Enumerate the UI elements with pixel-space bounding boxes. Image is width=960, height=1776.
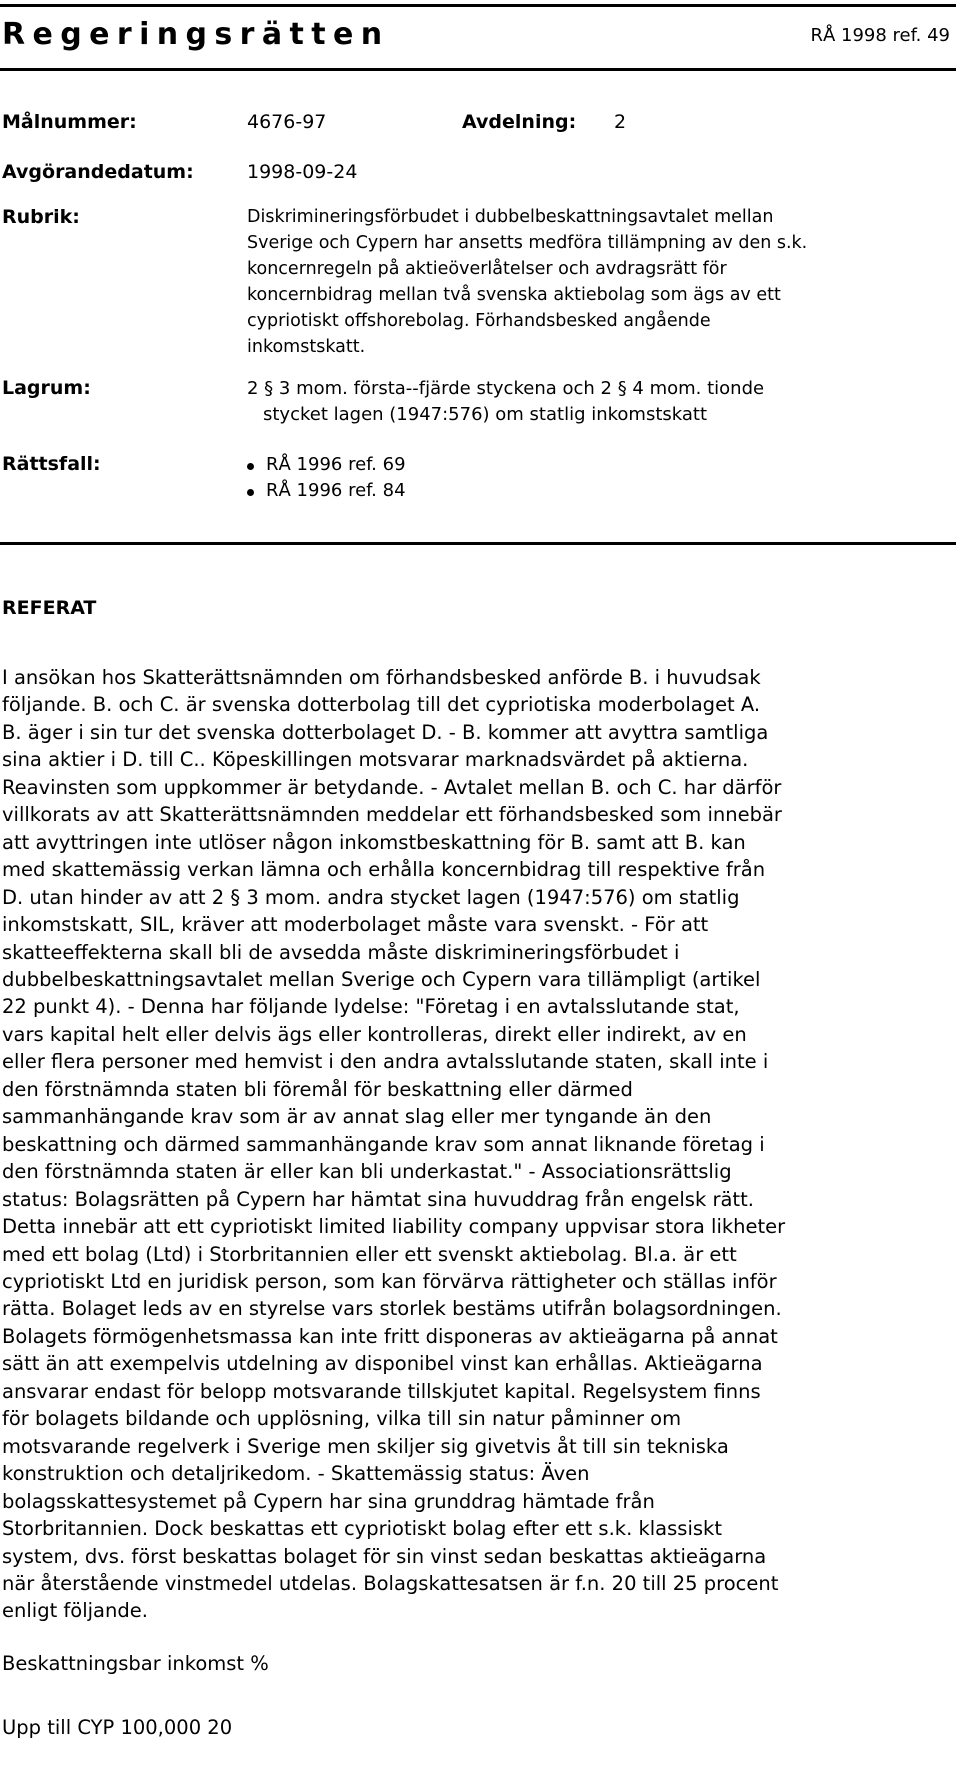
- section-divider: [0, 542, 956, 545]
- rubrik-line: koncernregeln på aktieöverlåtelser och avdragsrätt för: [247, 259, 727, 279]
- body-line: rätta. Bolaget leds av en styrelse vars storlek bestäms utifrån bolagsordningen.: [2, 1297, 782, 1321]
- malnummer-value: 4676-97: [247, 111, 327, 133]
- malnummer-label: Målnummer:: [2, 111, 137, 133]
- body-line: system, dvs. först beskattas bolaget för sin vinst sedan beskattas aktieägarna: [2, 1544, 767, 1568]
- body-line: Bolagets förmögenhetsmassa kan inte fritt disponeras av aktieägarna på annat: [2, 1324, 778, 1348]
- body-line: vars kapital helt eller delvis ägs eller kontrolleras, direkt eller indirekt, av en: [2, 1022, 747, 1046]
- lagrum-line: stycket lagen (1947:576) om statlig inkomstskatt: [263, 404, 708, 425]
- rubrik-line: Diskrimineringsförbudet i dubbelbeskattningsavtalet mellan: [247, 207, 774, 227]
- avdelning-label: Avdelning:: [462, 111, 577, 133]
- avdelning-value: 2: [614, 111, 627, 133]
- rattsfall-item: RÅ 1996 ref. 84: [247, 478, 406, 504]
- body-line: cypriotiskt Ltd en juridisk person, som kan förvärva rättigheter och ställas inför: [2, 1269, 777, 1293]
- header-divider: [0, 68, 956, 71]
- rattsfall-label: Rättsfall:: [2, 453, 101, 475]
- body-line: dubbelbeskattningsavtalet mellan Sverige och Cypern vara tillämpligt (artikel: [2, 967, 761, 991]
- body-line: bolagsskattesystemet på Cypern har sina grunddrag hämtade från: [2, 1489, 655, 1513]
- body-line: den förstnämnda staten är eller kan bli underkastat." - Associationsrättslig: [2, 1160, 732, 1184]
- lagrum-label: Lagrum:: [2, 377, 91, 399]
- body-line: Detta innebär att ett cypriotiskt limited liability company uppvisar stora likheter: [2, 1215, 786, 1239]
- lagrum-line: 2 § 3 mom. första--fjärde styckena och 2 § 4 mom. tionde: [247, 378, 765, 399]
- body-line: eller flera personer med hemvist i den andra avtalsslutande staten, skall inte i: [2, 1050, 769, 1074]
- rubrik-label: Rubrik:: [2, 206, 80, 228]
- body-line: konstruktion och detaljrikedom. - Skattemässig status: Även: [2, 1462, 590, 1486]
- body-line: motsvarande regelverk i Sverige men skiljer sig givetvis åt till sin tekniska: [2, 1434, 729, 1458]
- table-row: Upp till CYP 100,000 20: [2, 1716, 233, 1739]
- rattsfall-item: RÅ 1996 ref. 69: [247, 452, 406, 478]
- lagrum-text: [247, 376, 947, 428]
- court-title: Regeringsrätten: [2, 17, 390, 52]
- top-rule: [0, 4, 956, 7]
- rubrik-line: inkomstskatt.: [247, 337, 366, 357]
- body-line: villkorats av att Skatterättsnämnden meddelar ett förhandsbesked som innebär: [2, 803, 782, 827]
- body-line: 22 punkt 4). - Denna har följande lydelse: "Företag i en avtalsslutande stat,: [2, 995, 740, 1019]
- body-line: att avyttringen inte utlöser någon inkomstbeskattning för B. samt att B. kan: [2, 830, 746, 854]
- case-reference: RÅ 1998 ref. 49: [810, 25, 950, 46]
- body-line: D. utan hinder av att 2 § 3 mom. andra stycket lagen (1947:576) om statlig: [2, 885, 740, 909]
- body-line: I ansökan hos Skatterättsnämnden om förhandsbesked anförde B. i huvudsak: [2, 666, 761, 689]
- body-line: enligt följande.: [2, 1599, 148, 1623]
- body-line: B. äger i sin tur det svenska dotterbolaget D. - B. kommer att avyttra samtliga: [2, 720, 769, 744]
- body-line: den förstnämnda staten bli föremål för beskattning eller därmed: [2, 1077, 633, 1101]
- body-line: skatteeffekterna skall bli de avsedda måste diskrimineringsförbudet i: [2, 940, 680, 964]
- rubrik-text: [247, 204, 947, 360]
- rattsfall-list: [247, 452, 406, 504]
- avgorandedatum-value: 1998-09-24: [247, 161, 358, 183]
- body-line: med skattemässig verkan lämna och erhålla koncernbidrag till respektive från: [2, 858, 766, 882]
- body-line: beskattning och därmed sammanhängande krav som annat liknande företag i: [2, 1132, 765, 1156]
- referat-body: [2, 664, 948, 1625]
- body-line: sätt än att exempelvis utdelning av disponibel vinst kan erhållas. Aktieägarna: [2, 1352, 763, 1376]
- body-line: sammanhängande krav som är av annat slag eller mer tyngande än den: [2, 1105, 712, 1129]
- body-line: för bolagets bildande och upplösning, vilka till sin natur påminner om: [2, 1407, 682, 1431]
- body-line: följande. B. och C. är svenska dotterbolag till det cypriotiska moderbolaget A.: [2, 693, 761, 717]
- body-line: inkomstskatt, SIL, kräver att moderbolaget måste vara svenskt. - För att: [2, 913, 709, 937]
- table-heading: Beskattningsbar inkomst %: [2, 1652, 269, 1675]
- body-line: Storbritannien. Dock beskattas ett cypriotiskt bolag efter ett s.k. klassiskt: [2, 1517, 722, 1541]
- rubrik-line: Sverige och Cypern har ansetts medföra tillämpning av den s.k.: [247, 233, 808, 253]
- body-line: med ett bolag (Ltd) i Storbritannien eller ett svenskt aktiebolag. Bl.a. är ett: [2, 1242, 737, 1266]
- body-line: ansvarar endast för belopp motsvarande tillskjutet kapital. Regelsystem finns: [2, 1379, 761, 1403]
- body-line: när återstående vinstmedel utdelas. Bolagskattesatsen är f.n. 20 till 25 procent: [2, 1571, 779, 1595]
- body-line: status: Bolagsrätten på Cypern har hämtat sina huvuddrag från engelsk rätt.: [2, 1187, 754, 1211]
- body-line: sina aktier i D. till C.. Köpeskillingen motsvarar marknadsvärdet på aktierna.: [2, 748, 749, 772]
- avgorandedatum-label: Avgörandedatum:: [2, 161, 194, 183]
- referat-heading: REFERAT: [2, 597, 97, 619]
- body-line: Reavinsten som uppkommer är betydande. - Avtalet mellan B. och C. har därför: [2, 775, 782, 799]
- rubrik-line: cypriotiskt offshorebolag. Förhandsbesked angående: [247, 311, 711, 331]
- rubrik-line: koncernbidrag mellan två svenska aktiebolag som ägs av ett: [247, 285, 781, 305]
